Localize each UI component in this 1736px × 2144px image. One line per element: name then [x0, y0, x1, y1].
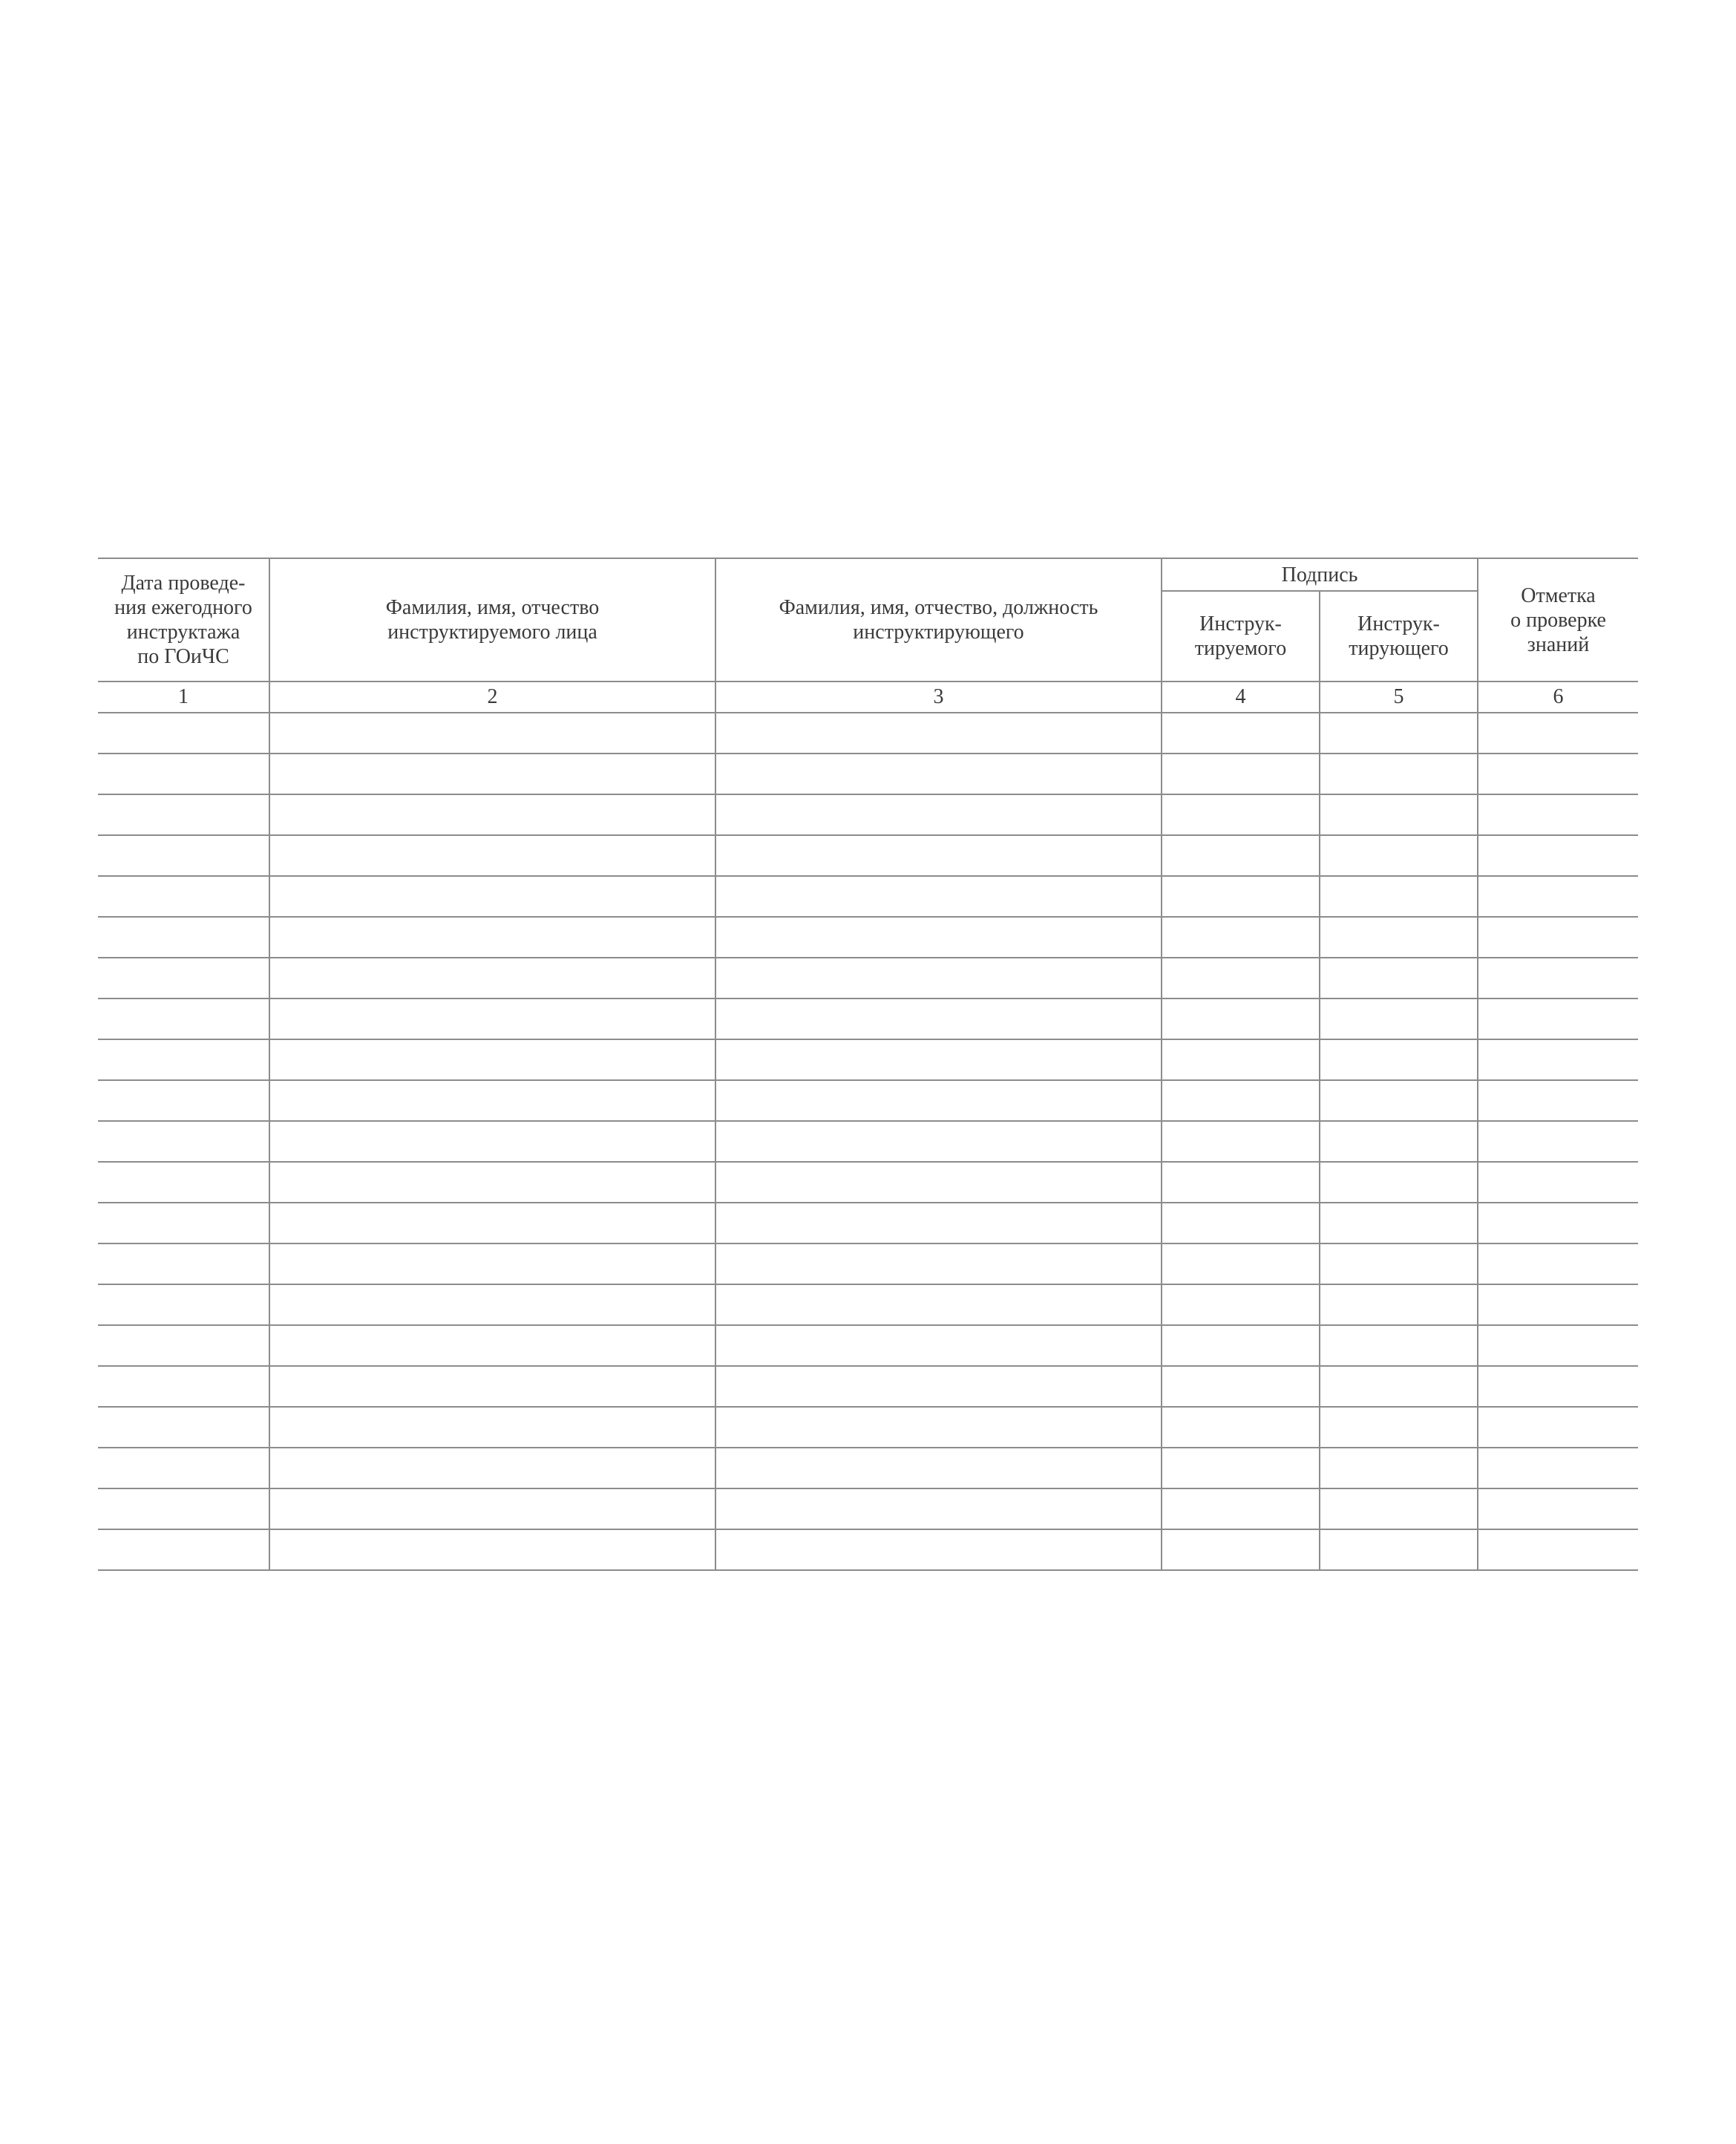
table-cell — [1162, 794, 1320, 835]
table-cell — [715, 1284, 1162, 1325]
table-cell — [1478, 1366, 1638, 1407]
table-row — [98, 1366, 1638, 1407]
table-cell — [1162, 1325, 1320, 1366]
table-row — [98, 754, 1638, 794]
table-cell — [1320, 1039, 1478, 1080]
table-cell — [1320, 1243, 1478, 1284]
table-row — [98, 1243, 1638, 1284]
table-cell — [1162, 1162, 1320, 1203]
table-cell — [1162, 1529, 1320, 1570]
header-signature-instructed — [1162, 591, 1320, 682]
column-number: 2 — [269, 682, 715, 713]
table-cell — [269, 1407, 715, 1448]
table-row — [98, 1039, 1638, 1080]
table-cell — [269, 1529, 715, 1570]
header-knowledge-check-line: о проверке — [1510, 608, 1606, 632]
table-cell — [1162, 1080, 1320, 1121]
header-signature-group: Подпись — [1162, 558, 1478, 591]
table-cell — [715, 1325, 1162, 1366]
table-row — [98, 794, 1638, 835]
table-cell — [1320, 876, 1478, 917]
header-date-line: Дата проведе- — [121, 572, 246, 595]
table-cell — [269, 1325, 715, 1366]
table-cell — [1162, 1284, 1320, 1325]
table-cell — [1320, 713, 1478, 754]
table-cell — [269, 754, 715, 794]
table-cell — [1320, 835, 1478, 876]
table-cell — [715, 1448, 1162, 1488]
table-cell — [269, 1039, 715, 1080]
table-cell — [715, 835, 1162, 876]
header-date-line: ния ежегодного — [114, 596, 252, 619]
table-cell — [1320, 1162, 1478, 1203]
table-cell — [98, 1080, 269, 1121]
table-cell — [1320, 958, 1478, 999]
table-cell — [269, 1162, 715, 1203]
table-body — [98, 713, 1638, 1570]
table-row — [98, 1325, 1638, 1366]
table-cell — [1478, 754, 1638, 794]
table-cell — [1162, 876, 1320, 917]
table-cell — [1320, 917, 1478, 958]
column-number: 5 — [1320, 682, 1478, 713]
table-row — [98, 917, 1638, 958]
table-cell — [1320, 1284, 1478, 1325]
header-knowledge-check-line: знаний — [1527, 633, 1590, 656]
table-cell — [1320, 1448, 1478, 1488]
table-cell — [1162, 1243, 1320, 1284]
header-instructed-name-line: инструктируемого лица — [387, 621, 597, 644]
table-cell — [98, 794, 269, 835]
table-cell — [98, 835, 269, 876]
instruction-journal-table — [98, 558, 1638, 1571]
header-knowledge-check — [1478, 558, 1638, 682]
header-instructed-name-line: Фамилия, имя, отчество — [385, 596, 600, 619]
table-row — [98, 1488, 1638, 1529]
table-cell — [269, 1366, 715, 1407]
table-cell — [1478, 876, 1638, 917]
table-cell — [715, 1203, 1162, 1243]
table-cell — [715, 794, 1162, 835]
table-cell — [1162, 1488, 1320, 1529]
table-cell — [269, 1488, 715, 1529]
table-cell — [98, 1203, 269, 1243]
table-cell — [1478, 1039, 1638, 1080]
table-cell — [269, 713, 715, 754]
table-header — [98, 558, 1638, 713]
header-instructor-name-line: Фамилия, имя, отчество, должность — [779, 596, 1098, 619]
table-cell — [269, 1448, 715, 1488]
table-row — [98, 1284, 1638, 1325]
table-row — [98, 1448, 1638, 1488]
header-instructed-name — [269, 558, 715, 682]
header-signature-instructor-line: тирующего — [1349, 637, 1449, 660]
table-cell — [1162, 835, 1320, 876]
table-cell — [1478, 794, 1638, 835]
table-cell — [715, 1488, 1162, 1529]
table-cell — [715, 917, 1162, 958]
table-cell — [1478, 1203, 1638, 1243]
table-cell — [98, 1162, 269, 1203]
table-row — [98, 958, 1638, 999]
table-row — [98, 1407, 1638, 1448]
header-instructor-name-line: инструктирующего — [853, 621, 1024, 644]
table-cell — [98, 917, 269, 958]
table-cell — [1162, 1039, 1320, 1080]
table-cell — [1320, 999, 1478, 1039]
header-signature-instructor-line: Инструк- — [1357, 612, 1440, 635]
table-cell — [98, 1488, 269, 1529]
table-cell — [715, 1080, 1162, 1121]
table-cell — [269, 1121, 715, 1162]
table-cell — [1320, 1529, 1478, 1570]
table-cell — [1320, 754, 1478, 794]
table-cell — [715, 999, 1162, 1039]
table-cell — [1320, 794, 1478, 835]
column-number-row — [98, 682, 1638, 713]
table-cell — [1478, 1448, 1638, 1488]
table-cell — [1162, 713, 1320, 754]
table-cell — [1162, 1407, 1320, 1448]
header-instructor-name — [715, 558, 1162, 682]
table-cell — [1320, 1407, 1478, 1448]
table-cell — [98, 1407, 269, 1448]
table-cell — [1162, 958, 1320, 999]
table-cell — [1478, 1488, 1638, 1529]
column-number: 4 — [1162, 682, 1320, 713]
table-cell — [269, 1203, 715, 1243]
table-cell — [1478, 1121, 1638, 1162]
table-cell — [98, 1284, 269, 1325]
header-signature-instructed-line: Инструк- — [1199, 612, 1282, 635]
table-cell — [1320, 1203, 1478, 1243]
column-number: 3 — [715, 682, 1162, 713]
table-row — [98, 1203, 1638, 1243]
table-cell — [1478, 1407, 1638, 1448]
table-cell — [715, 1243, 1162, 1284]
table-cell — [98, 1243, 269, 1284]
table-cell — [269, 958, 715, 999]
table-row — [98, 1529, 1638, 1570]
table-cell — [1478, 1325, 1638, 1366]
table-cell — [1320, 1080, 1478, 1121]
header-knowledge-check-line: Отметка — [1521, 584, 1596, 607]
table-cell — [1320, 1488, 1478, 1529]
table-cell — [715, 1121, 1162, 1162]
table-cell — [1162, 917, 1320, 958]
table-cell — [269, 917, 715, 958]
table-cell — [269, 794, 715, 835]
table-cell — [98, 1366, 269, 1407]
table-cell — [1320, 1121, 1478, 1162]
table-cell — [1162, 1366, 1320, 1407]
table-cell — [269, 835, 715, 876]
table-cell — [1478, 1284, 1638, 1325]
table-cell — [1478, 917, 1638, 958]
table-cell — [715, 876, 1162, 917]
table-cell — [98, 1529, 269, 1570]
table-cell — [715, 1366, 1162, 1407]
table-cell — [1162, 1203, 1320, 1243]
table-cell — [269, 1284, 715, 1325]
column-number: 6 — [1478, 682, 1638, 713]
table-cell — [1478, 835, 1638, 876]
table-cell — [1478, 1162, 1638, 1203]
table-cell — [269, 876, 715, 917]
table-cell — [269, 1080, 715, 1121]
table-cell — [98, 958, 269, 999]
table-row — [98, 1162, 1638, 1203]
table-cell — [98, 713, 269, 754]
column-number: 1 — [98, 682, 269, 713]
table-cell — [269, 1243, 715, 1284]
table-cell — [98, 1039, 269, 1080]
table-cell — [98, 1448, 269, 1488]
table-row — [98, 999, 1638, 1039]
table-cell — [1162, 1448, 1320, 1488]
table-cell — [1320, 1366, 1478, 1407]
header-date — [98, 558, 269, 682]
table-cell — [98, 1121, 269, 1162]
table-cell — [269, 999, 715, 1039]
table-cell — [715, 1407, 1162, 1448]
table-cell — [1478, 1243, 1638, 1284]
table-cell — [98, 999, 269, 1039]
table-cell — [98, 754, 269, 794]
header-signature-instructed-line: тируемого — [1194, 637, 1287, 660]
table-cell — [715, 1039, 1162, 1080]
header-date-line: инструктажа — [126, 621, 240, 644]
header-signature-instructor — [1320, 591, 1478, 682]
table-cell — [1478, 958, 1638, 999]
table-row — [98, 1080, 1638, 1121]
table-cell — [1478, 1080, 1638, 1121]
table-cell — [1478, 713, 1638, 754]
table-cell — [1320, 1325, 1478, 1366]
table-cell — [1162, 999, 1320, 1039]
table-cell — [715, 958, 1162, 999]
table-cell — [715, 754, 1162, 794]
table-cell — [1162, 1121, 1320, 1162]
table-cell — [715, 713, 1162, 754]
table-row — [98, 1121, 1638, 1162]
table-cell — [1478, 999, 1638, 1039]
table-cell — [715, 1529, 1162, 1570]
table-row — [98, 835, 1638, 876]
table-row — [98, 713, 1638, 754]
table-cell — [98, 876, 269, 917]
header-date-line: по ГОиЧС — [137, 645, 229, 668]
table-cell — [715, 1162, 1162, 1203]
table-cell — [1162, 754, 1320, 794]
table-cell — [1478, 1529, 1638, 1570]
table-cell — [98, 1325, 269, 1366]
table-row — [98, 876, 1638, 917]
